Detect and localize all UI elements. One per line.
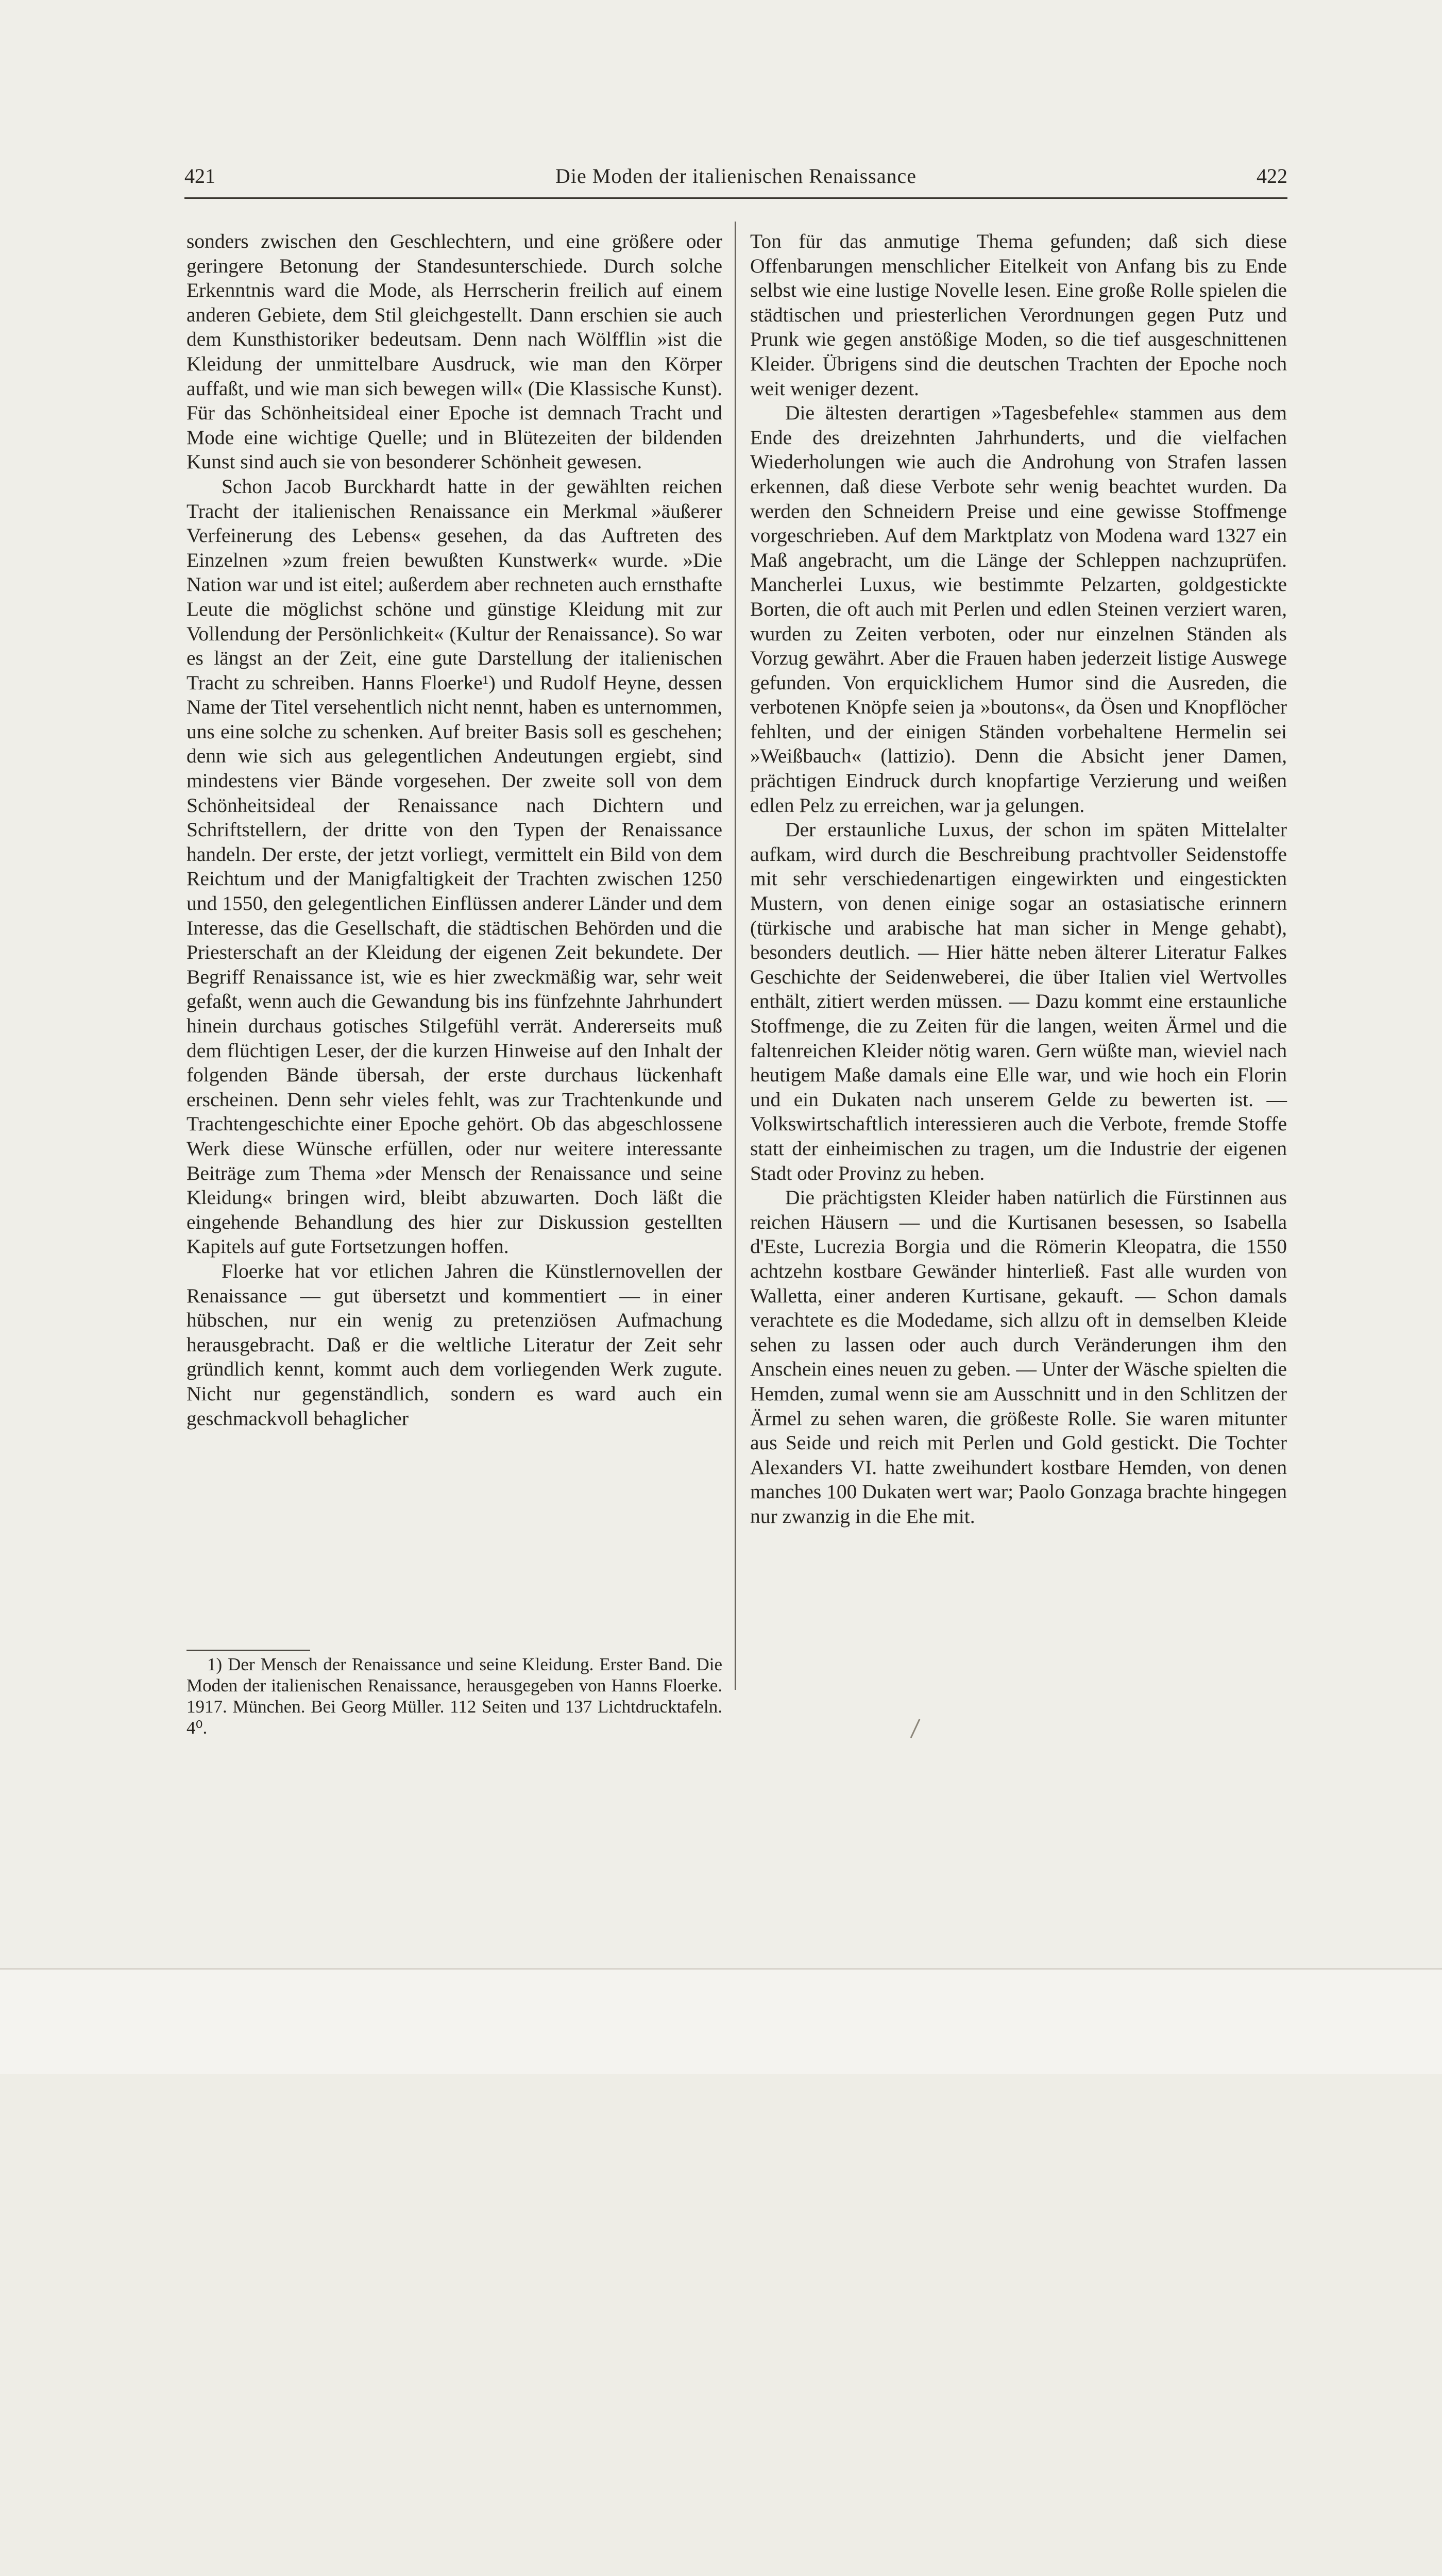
running-header	[184, 164, 1287, 195]
header-rule	[184, 197, 1287, 199]
left-column	[186, 229, 722, 1431]
paragraph: Floerke hat vor etlichen Jahren die Künstlernovellen der Renaissance — gut übersetzt und kommentiert — in einer hübschen, nur ein wenig zu pretenziösen Aufmachung herausgebracht. Daß er die weltliche Literatur der Zeit sehr gründlich kennt, kommt auch dem vorliegenden Werk zugute. Nicht nur gegenständlich, sondern es ward auch ein geschmackvoll behaglicher	[186, 1259, 722, 1430]
paragraph: Schon Jacob Burckhardt hatte in der gewählten reichen Tracht der italienischen Renaissance ein Merkmal »äußerer Verfeinerung des Lebens« gesehen, da das Auftreten des Einzelnen »zum freien bewußten Kunstwerk« wurde. »Die Nation war und ist eitel; außerdem aber rechneten auch ernsthafte Leute die möglichst schöne und günstige Kleidung mit zur Vollendung der Persönlichkeit« (Kultur der Renaissance). So war es längst an der Zeit, eine gute Darstellung der italienischen Tracht zu schreiben. Hanns Floerke¹) und Rudolf Heyne, dessen Name der Titel versehentlich nicht nennt, haben es unternommen, uns eine solche zu schenken. Auf breiter Basis soll es geschehen; denn wie sich aus gelegentlichen Andeutungen ergiebt, sind mindestens vier Bände vorgesehen. Der zweite soll von dem Schönheitsideal der Renaissance nach Dichtern und Schriftstellern, der dritte von den Typen der Renaissance handeln. Der erste, der jetzt vorliegt, vermittelt ein Bild von dem Reichtum und der Manigfaltigkeit der Trachten zwischen 1250 und 1550, den gelegentlichen Einflüssen anderer Länder und dem Interesse, das die Gesellschaft, die städtischen Behörden und die Priesterschaft an der Kleidung der eigenen Zeit bekundete. Der Begriff Renaissance ist, wie es hier zweckmäßig war, sehr weit gefaßt, wenn auch die Gewandung bis ins fünfzehnte Jahrhundert hinein durchaus gotisches Stilgefühl verrät. Andererseits muß dem flüchtigen Leser, der die kurzen Hinweise auf den Inhalt der folgenden Bände übersah, der erste durchaus lückenhaft erscheinen. Denn sehr vieles fehlt, was zur Trachtenkunde und Trachtengeschichte einer Epoche gehört. Ob das abgeschlossene Werk diese Wünsche erfüllen, oder nur weitere interessante Beiträge zum Thema »der Mensch der Renaissance und seine Kleidung« bringen wird, bleibt abzuwarten. Doch läßt die eingehende Behandlung des hier zur Diskussion gestellten Kapitels auf gute Fortsetzungen hoffen.	[186, 474, 722, 1258]
column-divider	[735, 222, 736, 1690]
paragraph: Ton für das anmutige Thema gefunden; daß sich diese Offenbarungen menschlicher Eitelkeit von Anfang bis zu Ende selbst wie eine lustige Novelle lesen. Eine große Rolle spielen die städtischen und priesterlichen Verordnungen gegen Putz und Prunk wie gegen anstößige Moden, so die tief ausgeschnittenen Kleider. Übrigens sind die deutschen Trachten der Epoche noch weit weniger dezent.	[750, 230, 1287, 400]
footnote-text: 1) Der Mensch der Renaissance und seine Kleidung. Erster Band. Die Moden der italienischen Renaissance, herausgegeben von Hanns Floerke. 1917. München. Bei Georg Müller. 112 Seiten und 137 Lichtdrucktafeln. 4⁰.	[186, 1654, 722, 1738]
page-number-left: 421	[184, 164, 215, 188]
paragraph: Die prächtigsten Kleider haben natürlich die Fürstinnen aus reichen Häusern — und die Kurtisanen besessen, so Isabella d'Este, Lucrezia Borgia und die Römerin Kleopatra, die 1550 achtzehn kostbare Gewänder hinterließ. Fast alle wurden von Walletta, einer anderen Kurtisane, gekauft. — Schon damals verachtete es die Modedame, sich allzu oft in demselben Kleide sehen zu lassen oder auch durch Veränderungen ihm den Anschein eines neuen zu geben. — Unter der Wäsche spielten die Hemden, zumal wenn sie am Ausschnitt und in den Schlitzen der Ärmel zu sehen waren, die größeste Rolle. Sie waren mitunter aus Seide und reich mit Perlen und Gold gestickt. Die Tochter Alexanders VI. hatte zweihundert kostbare Hemden, von denen manches 100 Dukaten wert war; Paolo Gonzaga brachte hingegen nur zwanzig in die Ehe mit.	[750, 1186, 1287, 1528]
digitization-footer	[0, 1968, 1442, 2074]
footnote-rule	[186, 1650, 310, 1651]
page-number-right: 422	[1257, 164, 1287, 188]
footnote	[186, 1654, 722, 1738]
running-title: Die Moden der italienischen Renaissance	[555, 164, 917, 188]
paragraph: sonders zwischen den Geschlechtern, und eine größere oder geringere Betonung der Standesunterschiede. Durch solche Erkenntnis ward die Mode, als Herrscherin freilich auf einem anderen Gebiete, dem Stil gleichgestellt. Dann erschien sie auch dem Kunsthistoriker bedeutsam. Denn nach Wölfflin »ist die Kleidung der unmittelbare Ausdruck, wie man den Körper auffaßt, und wie man sich bewegen will« (Die Klassische Kunst). Für das Schönheitsideal einer Epoche ist demnach Tracht und Mode eine wichtige Quelle; und in Blütezeiten der bildenden Kunst sind auch sie von besonderer Schönheit gewesen.	[186, 230, 722, 473]
right-column	[750, 229, 1287, 1529]
pencil-mark	[910, 1719, 921, 1738]
paragraph: Der erstaunliche Luxus, der schon im späten Mittelalter aufkam, wird durch die Beschreibung prachtvoller Seidenstoffe mit sehr verschiedenartigen eingewirkten und eingestickten Mustern, von denen einige sogar an ostasiatische erinnern (türkische und arabische hat man sicher in Menge gehabt), besonders deutlich. — Hier hätte neben älterer Literatur Falkes Geschichte der Seidenweberei, die über Italien viel Wertvolles enthält, zitiert werden müssen. — Dazu kommt eine erstaunliche Stoffmenge, die zu Zeiten für die langen, weiten Ärmel und die faltenreichen Kleider nötig waren. Gern wüßte man, wieviel nach heutigem Maße damals eine Elle war, und wie hoch ein Florin und ein Dukaten nach unserem Gelde zu bewerten ist. — Volkswirtschaftlich interessieren auch die Verbote, fremde Stoffe statt der einheimischen zu tragen, um die Industrie der eigenen Stadt oder Provinz zu heben.	[750, 818, 1287, 1184]
paragraph: Die ältesten derartigen »Tagesbefehle« stammen aus dem Ende des dreizehnten Jahrhunderts, und die vielfachen Wiederholungen wie auch die Androhung von Strafen lassen erkennen, daß diese Verbote sehr wenig beachtet wurden. Da werden den Schneidern Preise und eine gewisse Stoffmenge vorgeschrieben. Auf dem Marktplatz von Modena ward 1327 ein Maß angebracht, um die Länge der Schleppen nachzuprüfen. Mancherlei Luxus, wie bestimmte Pelzarten, goldgestickte Borten, die oft auch mit Perlen und edlen Steinen verziert waren, wurden zu Zeiten verboten, oder nur einzelnen Ständen als Vorzug gewährt. Aber die Frauen haben jederzeit listige Auswege gefunden. Von erquicklichem Humor sind die Ausreden, die verbotenen Knöpfe seien ja »boutons«, da Ösen und Knopflöcher fehlten, und der einigen Ständen vorbehaltene Hermelin sei »Weißbauch« (lattizio). Denn die Absicht jener Damen, prächtigen Eindruck durch knopfartige Verzierung und weißen edlen Pelz zu erreichen, war ja gelungen.	[750, 401, 1287, 817]
